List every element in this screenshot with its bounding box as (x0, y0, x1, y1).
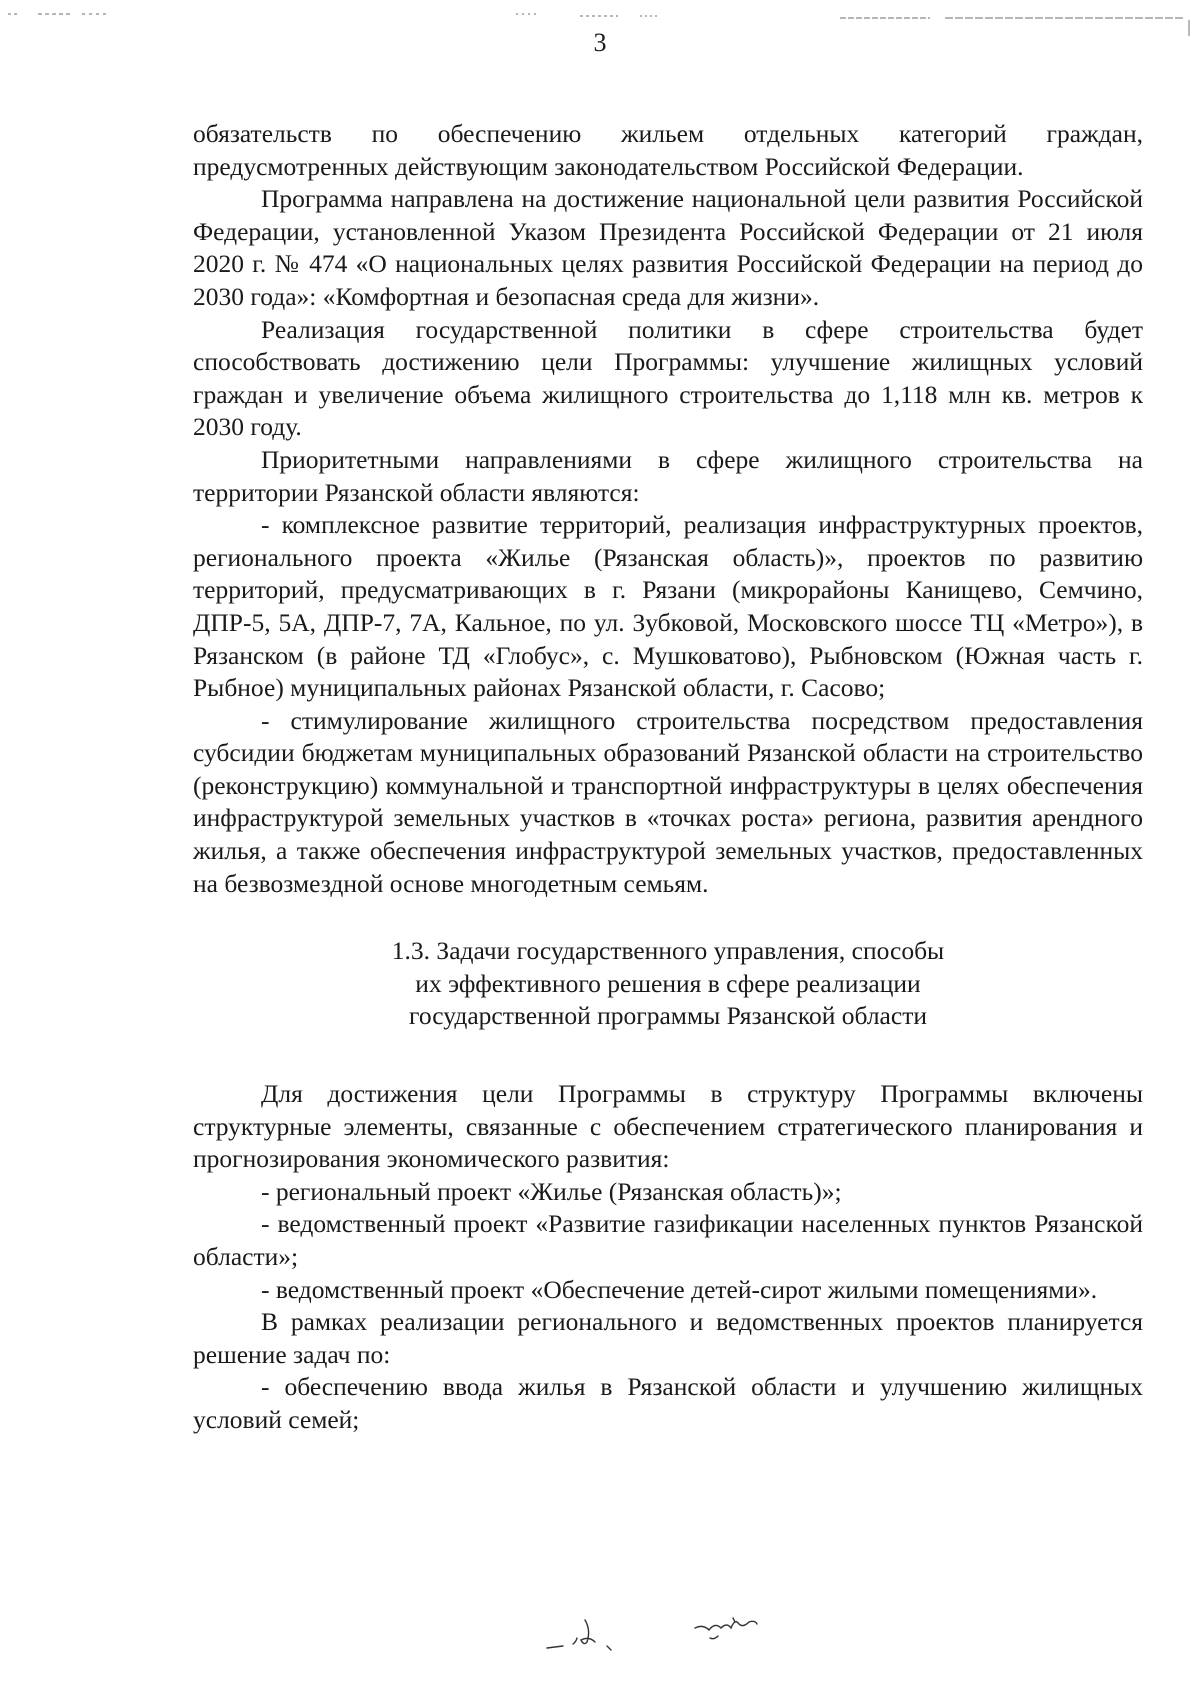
paragraph-p10: - ведомственный проект «Обеспечение детей-сирот жилыми помещениями». (261, 1274, 1098, 1304)
paragraph-p7: Для достижения цели Программы в структуру Программы включены структурные элементы, связанные с обеспечением стратегического планирования и прогнозирования экономического развития: (193, 1079, 1143, 1174)
section-heading-line: государственной программы Рязанской области (409, 1001, 927, 1031)
section-heading-line: 1.3. Задачи государственного управления, способы (391, 936, 945, 966)
page-number: 3 (593, 28, 607, 57)
paragraph-p6: - стимулирование жилищного строительства посредством предоставления субсидии бюджетам муниципальных образований Рязанской области на строительство (реконструкцию) коммунальной и транспортной инфраструктуры в целях обеспечения инфраструктурой земельных участков в «точках роста» региона, развития арендного жилья, а также обеспечения инфраструктурой земельных участков, предоставленных на безвозмездной основе многодетным семьям. (193, 705, 1143, 898)
paragraph-p5: - комплексное развитие территорий, реализация инфраструктурных проектов, регионального проекта «Жилье (Рязанская область)», проектов по развитию территорий, предусматривающих в г. Рязани (микрорайоны Канищево, Семчино, ДПР-5, 5А, ДПР-7, 7А, Кальное, по ул. Зубковой, Московского шоссе ТЦ «Метро»), в Рязанском (в районе ТД «Глобус», с. Мушковатово), Рыбновском (Южная часть г. Рыбное) муниципальных районах Рязанской области, г. Сасово; (193, 510, 1143, 703)
section-heading (193, 935, 1143, 1033)
body-part-1 (193, 118, 1143, 900)
paragraph-p4: Приоритетными направлениями в сфере жилищного строительства на территории Рязанской области являются: (193, 444, 1143, 507)
paragraph-p8: - региональный проект «Жилье (Рязанская область)»; (261, 1176, 842, 1206)
section-heading-line: их эффективного решения в сфере реализации (415, 968, 921, 998)
paragraph-p2: Программа направлена на достижение национальной цели развития Российской Федерации, установленной Указом Президента Российской Федерации от 21 июля 2020 г. № 474 «О национальных целях развития Российской Федерации на период до 2030 года»: «Комфортная и безопасная среда для жизни». (193, 184, 1143, 311)
paragraph-p3: Реализация государственной политики в сфере строительства будет способствовать достижению цели Программы: улучшение жилищных условий граждан и увеличение объема жилищного строительства до 1,118 млн кв. метров к 2030 году. (193, 314, 1143, 442)
paragraph-p1: обязательств по обеспечению жильем отдельных категорий граждан, предусмотренных действующим законодательством Российской Федерации. (193, 119, 1143, 181)
paragraph-p11: В рамках реализации регионального и ведомственных проектов планируется решение задач по: (193, 1307, 1143, 1369)
handwritten-signature (545, 1600, 805, 1660)
document-body (193, 118, 1143, 1437)
paragraph-p12: - обеспечению ввода жилья в Рязанской области и улучшению жилищных условий семей; (193, 1372, 1143, 1434)
body-part-2 (193, 1078, 1143, 1437)
paragraph-p9: - ведомственный проект «Развитие газификации населенных пунктов Рязанской области»; (193, 1209, 1143, 1271)
